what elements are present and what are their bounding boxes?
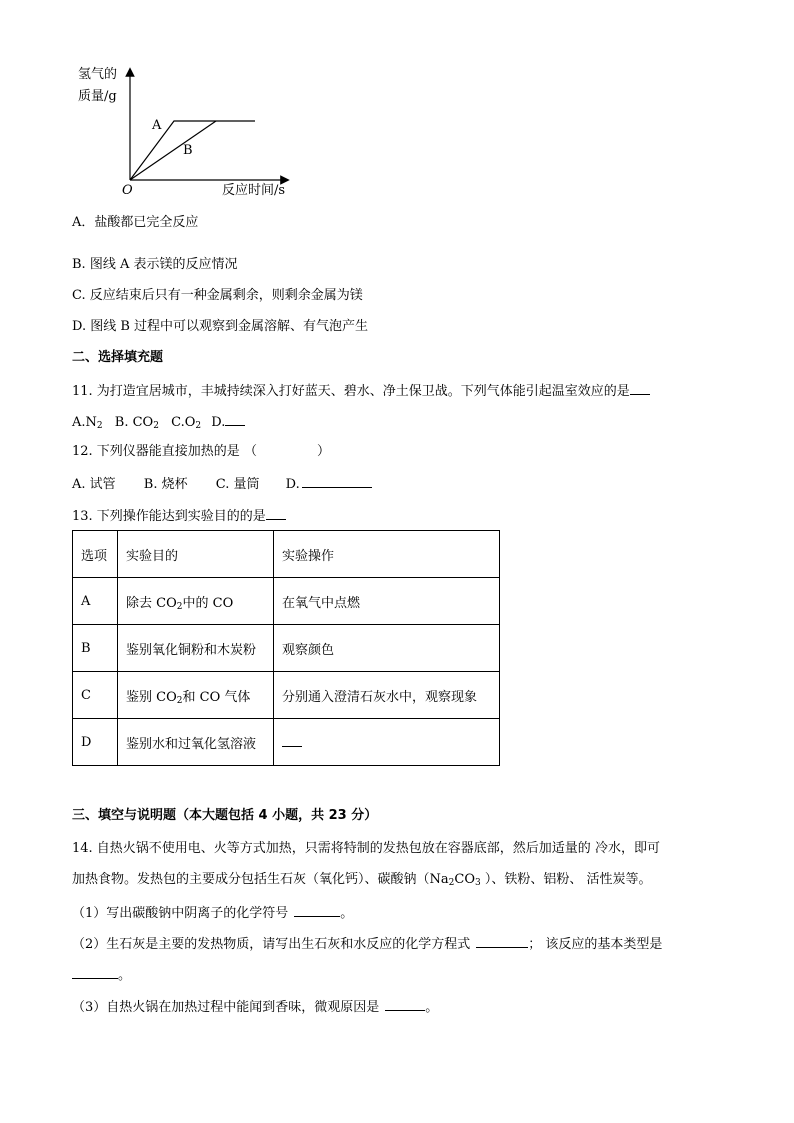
table-row: [73, 578, 500, 625]
row-option: C: [73, 672, 118, 719]
q14-sub2: （2）生石灰是主要的发热物质，请写出生石灰和水反应的化学方程式 ； 该反应的基本类型是: [72, 937, 663, 952]
y-label-line2: 质量/g: [78, 89, 117, 104]
q14-sub1-blank[interactable]: [294, 904, 340, 917]
row-purpose: 鉴别 $CO_2$和 CO 气体: [118, 672, 274, 719]
row-operation-blank[interactable]: [282, 734, 302, 747]
header-option: 选项: [73, 531, 118, 578]
q12-option-a: A. 试管: [72, 477, 116, 492]
q11-stem-text: 11. 为打造宜居城市，丰城持续深入打好蓝天、碧水、净土保卫战。下列气体能引起温室效应的是: [72, 384, 630, 399]
line-b: [130, 121, 216, 180]
q13-answer-blank[interactable]: [266, 507, 286, 520]
q11-option-d-blank[interactable]: [225, 413, 245, 426]
row-operation: 在氧气中点燃: [274, 578, 500, 625]
q11-option-b: B. $CO_2$: [114, 415, 159, 431]
header-operation: 实验操作: [274, 531, 500, 578]
q12-options: [72, 475, 372, 493]
q11-stem: [72, 382, 650, 400]
row-operation: [274, 719, 500, 766]
q10-option-c: C. 反应结束后只有一种金属剩余，则剩余金属为镁: [72, 288, 363, 303]
q11-answer-blank[interactable]: [630, 382, 650, 395]
q14-sub3-blank[interactable]: [385, 998, 425, 1011]
hydrogen-mass-graph: [70, 62, 310, 202]
section2-title: 二、选择填充题: [72, 350, 164, 365]
q12-stem-text: 12. 下列仪器能直接加热的是 （: [72, 444, 257, 459]
origin-label: O: [122, 183, 133, 198]
row-operation: 观察颜色: [274, 625, 500, 672]
line-b-label: B: [183, 143, 193, 158]
q12-option-b: B. 烧杯: [143, 477, 188, 492]
row-purpose: 鉴别水和过氧化氢溶液: [118, 719, 274, 766]
q12-stem-end: ）: [316, 444, 330, 459]
q14-sub3: （3）自热火锅在加热过程中能闻到香味，微观原因是 。: [72, 1000, 439, 1015]
line-a-label: A: [152, 118, 162, 133]
q13-stem: [72, 507, 286, 525]
q12-option-d: D.: [286, 477, 372, 492]
row-option: B: [73, 625, 118, 672]
q14-line1: 14. 自热火锅不使用电、火等方式加热，只需将特制的发热包放在容器底部，然后加适量的 冷水，即可: [72, 841, 660, 856]
table-row: [73, 625, 500, 672]
row-purpose: 除去 $CO_2$中的 CO: [118, 578, 274, 625]
q11-option-d: D.: [211, 415, 245, 430]
table-row: [73, 719, 500, 766]
q12-option-d-blank[interactable]: [302, 475, 372, 488]
q12-stem: [72, 444, 330, 460]
table-header-row: [73, 531, 500, 578]
q12-option-c: C. 量筒: [215, 477, 260, 492]
x-axis-label: 反应时间/s: [222, 183, 286, 198]
table-row: [73, 672, 500, 719]
q13-table: [72, 530, 500, 766]
row-option: A: [73, 578, 118, 625]
q11-option-c: $C.O_2$: [171, 415, 202, 431]
row-option: D: [73, 719, 118, 766]
q14-sub1: （1）写出碳酸钠中阴离子的化学符号 。: [72, 906, 354, 921]
row-operation: 分别通入澄清石灰水中，观察现象: [274, 672, 500, 719]
q14-sub2-type-blank[interactable]: [72, 966, 118, 979]
q10-option-d: D. 图线 B 过程中可以观察到金属溶解、有气泡产生: [72, 319, 369, 334]
row-purpose: 鉴别氧化铜粉和木炭粉: [118, 625, 274, 672]
q14-line2: 加热食物。发热包的主要成分包括生石灰（氧化钙）、碳酸钠（$Na_2CO_3$ ）、铁粉、铝粉、 活性炭等。: [72, 872, 652, 888]
section3-title: 三、填空与说明题（本大题包括 4 小题，共 23 分）: [72, 808, 378, 823]
q13-stem-text: 13. 下列操作能达到实验目的的是: [72, 509, 266, 524]
q10-option-a: A．盐酸都已完全反应: [72, 215, 199, 230]
q10-option-b: B. 图线 A 表示镁的反应情况: [72, 257, 238, 272]
header-purpose: 实验目的: [118, 531, 274, 578]
q14-sub2-cont: 。: [72, 966, 131, 984]
y-label-line1: 氢气的: [78, 67, 118, 82]
q11-option-a: $A.N_2$: [72, 415, 103, 431]
q14-sub2-equation-blank[interactable]: [476, 935, 528, 948]
q11-options: [72, 413, 245, 431]
